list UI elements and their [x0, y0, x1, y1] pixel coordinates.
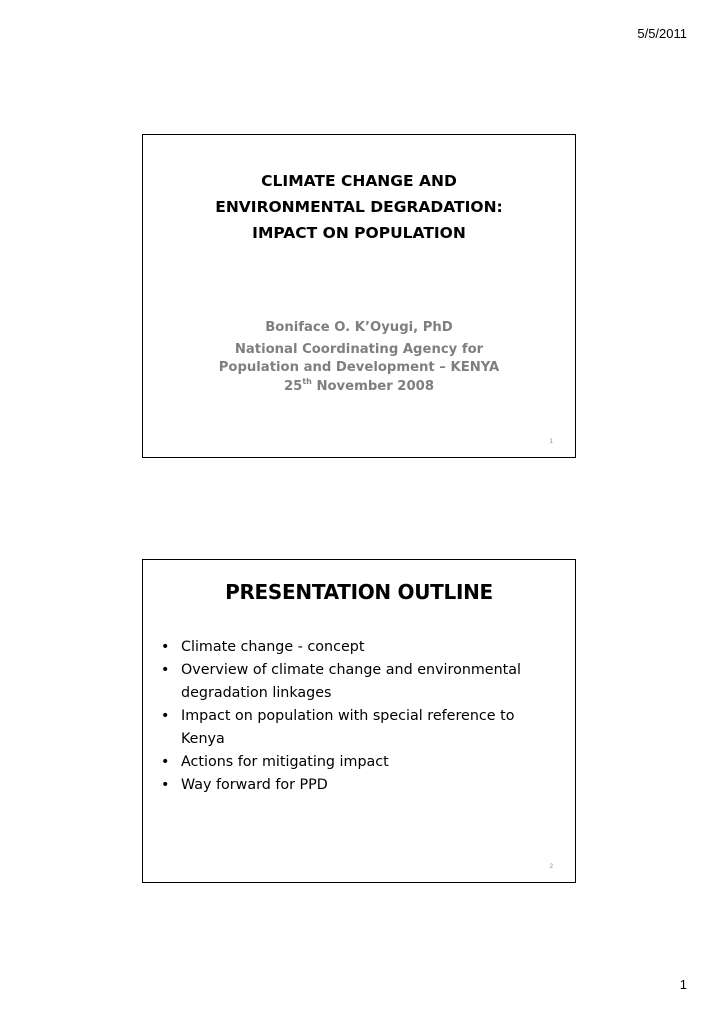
bullet-icon: •	[161, 662, 170, 678]
outline-item	[161, 636, 551, 659]
organization-line: Population and Development – KENYA	[218, 360, 500, 375]
bullet-icon: •	[161, 777, 170, 793]
title-line: ENVIRONMENTAL DEGRADATION:	[215, 198, 503, 216]
outline-item	[161, 705, 551, 751]
title-line: IMPACT ON POPULATION	[252, 224, 466, 242]
title-line: CLIMATE CHANGE AND	[261, 172, 457, 190]
outline-item	[161, 774, 551, 797]
slide-1-title	[143, 168, 575, 246]
outline-item-text: Overview of climate change and environmental degradation linkages	[181, 662, 522, 701]
bullet-icon: •	[161, 708, 170, 724]
slide-1-subtitle	[143, 318, 575, 397]
slide-2	[142, 559, 576, 883]
outline-item-text: Way forward for PPD	[181, 777, 328, 793]
bullet-icon: •	[161, 639, 170, 655]
date-rest: November 2008	[311, 379, 435, 394]
slide-number: 2	[549, 864, 553, 870]
outline-list	[161, 636, 551, 797]
slide-number: 1	[549, 439, 553, 445]
slide-1	[142, 134, 576, 458]
outline-item-text: Actions for mitigating impact	[181, 754, 389, 770]
organization-line: National Coordinating Agency for	[234, 342, 484, 357]
outline-item-text: Impact on population with special reference to Kenya	[181, 708, 515, 747]
slide-2-title: PRESENTATION OUTLINE	[225, 580, 493, 604]
date-suffix: th	[302, 377, 312, 386]
author-name: Boniface O. K’Oyugi, PhD	[265, 320, 453, 335]
outline-item	[161, 751, 551, 774]
bullet-icon: •	[161, 754, 170, 770]
date-day: 25	[283, 379, 303, 394]
header-date: 5/5/2011	[637, 26, 687, 41]
presentation-date	[143, 377, 575, 397]
page-number: 1	[679, 977, 687, 992]
outline-item-text: Climate change - concept	[181, 639, 365, 655]
outline-item	[161, 659, 551, 705]
